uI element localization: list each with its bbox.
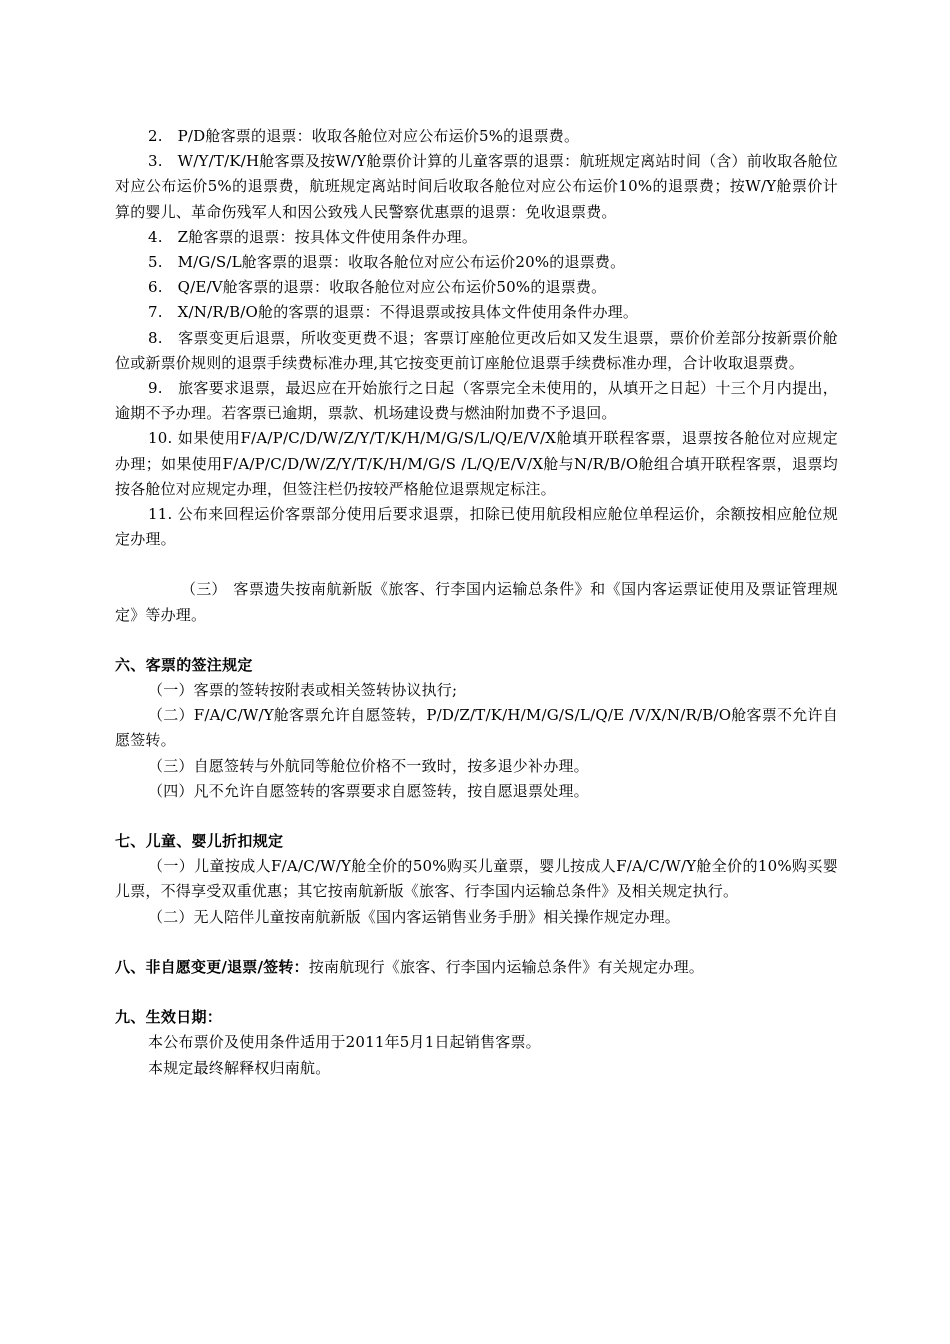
spacer [115, 552, 838, 577]
spacer [115, 930, 838, 955]
refund-item-3: 3. W/Y/T/K/H舱客票及按W/Y舱票价计算的儿童客票的退票：航班规定离站时间（含）前收取各舱位对应公布运价5%的退票费，航班规定离站时间后收取各舱位对应公布运价10%的退票费；按W/Y舱票价计算的婴儿、革命伤残军人和因公致残人民警察优惠票的退票：免收退票费。 [115, 152, 838, 221]
spacer [115, 980, 838, 1005]
section-9-line-1: 本公布票价及使用条件适用于2011年5月1日起销售客票。 [148, 1033, 541, 1052]
spacer [115, 628, 838, 653]
refund-item-10: 10. 如果使用F/A/P/C/D/W/Z/Y/T/K/H/M/G/S/L/Q/E/V/X舱填开联程客票，退票按各舱位对应规定办理；如果使用F/A/P/C/D/W/Z/Y/T/K/H/M/G/S /L/Q/E/V/X舱与N/R/B/O舱组合填开联程客票，退票均按各舱位对应规定办理，但签注栏仍按较严格舱位退票规定标注。 [115, 429, 838, 498]
section-7-item-1: （一）儿童按成人F/A/C/W/Y舱全价的50%购买儿童票，婴儿按成人F/A/C/W/Y舱全价的10%购买婴儿票，不得享受双重优惠；其它按南航新版《旅客、行李国内运输总条件》及相关规定执行。 [115, 857, 838, 901]
section-9-line-2: 本规定最终解释权归南航。 [148, 1058, 331, 1077]
refund-item-5: 5. M/G/S/L舱客票的退票：收取各舱位对应公布运价20%的退票费。 [148, 253, 626, 272]
spacer [115, 804, 838, 829]
refund-item-6: 6. Q/E/V舱客票的退票：收取各舱位对应公布运价50%的退票费。 [148, 278, 607, 297]
lost-ticket-paragraph [115, 577, 838, 627]
section-6-item-3: （三）自愿签转与外航同等舱位价格不一致时，按多退少补办理。 [148, 756, 589, 775]
section-9-title: 九、生效日期： [115, 1008, 223, 1027]
section-6-item-1: （一）客票的签转按附表或相关签转协议执行; [148, 681, 458, 700]
section-7-item-2: （二）无人陪伴儿童按南航新版《国内客运销售业务手册》相关操作规定办理。 [148, 907, 681, 926]
refund-item-2: 2. P/D舱客票的退票：收取各舱位对应公布运价5%的退票费。 [148, 127, 580, 145]
section-6-item-4: （四）凡不允许自愿签转的客票要求自愿签转，按自愿退票处理。 [148, 781, 589, 800]
section-8-paragraph [115, 955, 838, 980]
refund-item-7: 7. X/N/R/B/O舱的客票的退票：不得退票或按具体文件使用条件办理。 [148, 303, 639, 322]
lost-ticket-marker: （三） [181, 580, 227, 599]
refund-item-9: 9. 旅客要求退票，最迟应在开始旅行之日起（客票完全未使用的，从填开之日起）十三个月内提出，逾期不予办理。若客票已逾期，票款、机场建设费与燃油附加费不予退回。 [115, 379, 838, 423]
section-6-item-2: （二）F/A/C/W/Y舱客票允许自愿签转，P/D/Z/T/K/H/M/G/S/L/Q/E /V/X/N/R/B/O舱客票不允许自愿签转。 [115, 706, 838, 750]
section-8-title: 八、非自愿变更/退票/签转： [115, 957, 309, 976]
section-6-title: 六、客票的签注规定 [115, 655, 253, 674]
section-7-title: 七、儿童、婴儿折扣规定 [115, 832, 284, 851]
section-8-text: 按南航现行《旅客、行李国内运输总条件》有关规定办理。 [308, 957, 704, 976]
refund-item-4: 4. Z舱客票的退票：按具体文件使用条件办理。 [148, 227, 478, 246]
refund-item-11: 11. 公布来回程运价客票部分使用后要求退票，扣除已使用航段相应舱位单程运价，余额按相应舱位规定办理。 [115, 505, 838, 549]
lost-ticket-text: 客票遗失按南航新版《旅客、行李国内运输总条件》和《国内客运票证使用及票证管理规定》等办理。 [115, 580, 838, 624]
refund-item-8: 8. 客票变更后退票，所收变更费不退；客票订座舱位更改后如又发生退票，票价价差部分按新票价舱位或新票价规则的退票手续费标准办理,其它按变更前订座舱位退票手续费标准办理，合计收取退票费。 [115, 328, 838, 372]
